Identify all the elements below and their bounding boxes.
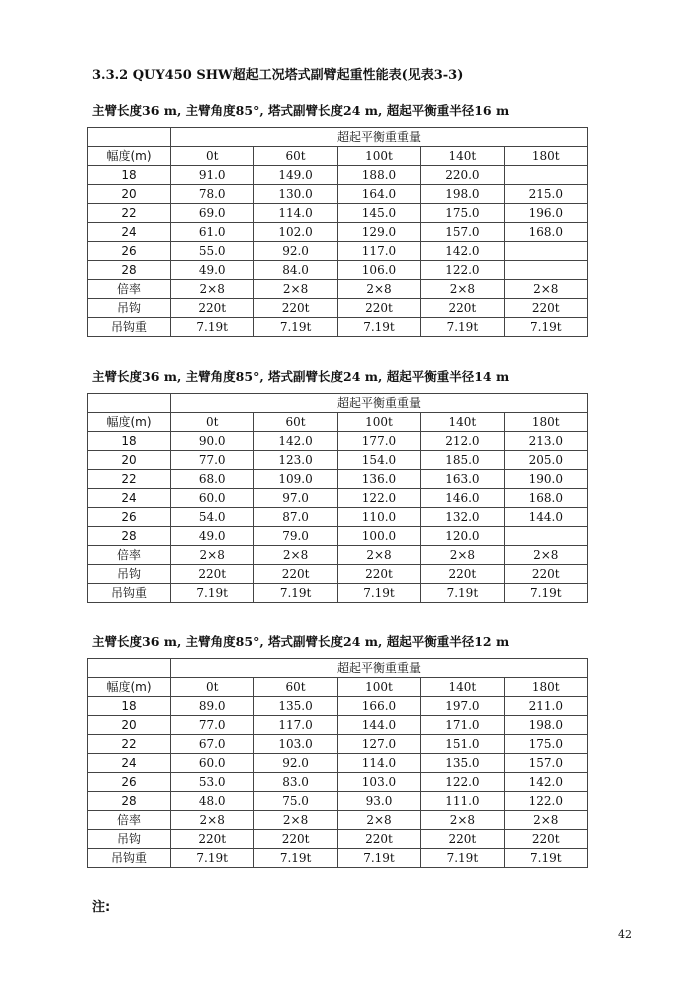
column-header: 180t — [504, 147, 587, 166]
table-cell: 168.0 — [504, 489, 587, 508]
table-cell: 215.0 — [504, 185, 587, 204]
table-cell: 130.0 — [254, 185, 337, 204]
table-row — [88, 489, 588, 508]
table-cell: 110.0 — [337, 508, 420, 527]
table-cell: 97.0 — [254, 489, 337, 508]
table-cell: 220t — [337, 565, 420, 584]
table-cell: 114.0 — [254, 204, 337, 223]
table-caption-2: 主臂长度36 m, 主臂角度85°, 塔式副臂长度24 m, 超起平衡重半径14 m — [92, 369, 510, 384]
row-label: 吊钩重 — [88, 584, 171, 603]
table-cell: 220t — [504, 299, 587, 318]
corner-cell — [88, 394, 171, 413]
row-label: 吊钩重 — [88, 318, 171, 337]
table-cell: 2×8 — [337, 811, 420, 830]
table-row — [88, 280, 588, 299]
table-cell — [504, 166, 587, 185]
table-cell: 7.19t — [171, 849, 254, 868]
table-cell: 7.19t — [254, 584, 337, 603]
table-cell: 2×8 — [171, 280, 254, 299]
table-cell: 175.0 — [421, 204, 504, 223]
table-row — [88, 299, 588, 318]
load-table-1 — [87, 127, 588, 337]
table-row — [88, 432, 588, 451]
table-row — [88, 849, 588, 868]
table-cell: 220t — [254, 565, 337, 584]
table-cell: 2×8 — [254, 811, 337, 830]
table-cell: 7.19t — [171, 318, 254, 337]
column-header: 180t — [504, 413, 587, 432]
row-label: 吊钩 — [88, 565, 171, 584]
table-cell: 122.0 — [421, 773, 504, 792]
group-header: 超起平衡重重量 — [171, 659, 588, 678]
load-table-2 — [87, 393, 588, 603]
table-cell: 197.0 — [421, 697, 504, 716]
table-cell: 220.0 — [421, 166, 504, 185]
table-cell: 2×8 — [504, 811, 587, 830]
table-cell: 2×8 — [421, 280, 504, 299]
table-cell: 79.0 — [254, 527, 337, 546]
table-cell: 157.0 — [504, 754, 587, 773]
row-label: 26 — [88, 773, 171, 792]
table-cell — [504, 242, 587, 261]
row-label: 倍率 — [88, 811, 171, 830]
table-cell: 109.0 — [254, 470, 337, 489]
group-header: 超起平衡重重量 — [171, 128, 588, 147]
row-label: 20 — [88, 716, 171, 735]
table-cell: 135.0 — [254, 697, 337, 716]
table-cell: 220t — [171, 565, 254, 584]
table-cell: 7.19t — [504, 584, 587, 603]
table-cell: 68.0 — [171, 470, 254, 489]
table-cell: 205.0 — [504, 451, 587, 470]
row-label: 吊钩重 — [88, 849, 171, 868]
table-cell: 2×8 — [254, 280, 337, 299]
table-cell: 220t — [171, 830, 254, 849]
table-cell: 77.0 — [171, 451, 254, 470]
table-cell: 122.0 — [504, 792, 587, 811]
table-cell: 103.0 — [254, 735, 337, 754]
table-row — [88, 735, 588, 754]
table-cell: 90.0 — [171, 432, 254, 451]
row-label: 倍率 — [88, 546, 171, 565]
table-cell: 7.19t — [337, 584, 420, 603]
row-label: 26 — [88, 508, 171, 527]
table-cell: 220t — [254, 830, 337, 849]
group-header-row — [88, 128, 588, 147]
load-table-3 — [87, 658, 588, 868]
table-row — [88, 773, 588, 792]
column-header: 0t — [171, 413, 254, 432]
table-cell: 122.0 — [421, 261, 504, 280]
table-cell: 211.0 — [504, 697, 587, 716]
table-cell: 149.0 — [254, 166, 337, 185]
row-label: 倍率 — [88, 280, 171, 299]
table-cell: 84.0 — [254, 261, 337, 280]
table-cell: 93.0 — [337, 792, 420, 811]
table-cell: 220t — [254, 299, 337, 318]
table-cell: 127.0 — [337, 735, 420, 754]
table-cell — [504, 261, 587, 280]
row-label: 22 — [88, 735, 171, 754]
table-row — [88, 565, 588, 584]
table-cell: 142.0 — [504, 773, 587, 792]
note-label: 注: — [92, 900, 111, 915]
row-header: 幅度(m) — [88, 678, 171, 697]
table-cell: 213.0 — [504, 432, 587, 451]
table-cell: 146.0 — [421, 489, 504, 508]
row-label: 18 — [88, 432, 171, 451]
column-header: 60t — [254, 413, 337, 432]
table-cell: 49.0 — [171, 261, 254, 280]
row-label: 28 — [88, 792, 171, 811]
table-cell: 198.0 — [421, 185, 504, 204]
table-cell: 60.0 — [171, 754, 254, 773]
table-row — [88, 223, 588, 242]
row-header: 幅度(m) — [88, 147, 171, 166]
table-cell: 157.0 — [421, 223, 504, 242]
table-row — [88, 185, 588, 204]
row-label: 24 — [88, 754, 171, 773]
table-cell: 198.0 — [504, 716, 587, 735]
table-cell: 7.19t — [337, 318, 420, 337]
table-cell: 7.19t — [504, 849, 587, 868]
table-cell: 196.0 — [504, 204, 587, 223]
table-cell: 83.0 — [254, 773, 337, 792]
table-cell: 7.19t — [421, 849, 504, 868]
table-cell: 92.0 — [254, 242, 337, 261]
group-header-row — [88, 394, 588, 413]
table-cell: 2×8 — [171, 811, 254, 830]
table-cell: 2×8 — [504, 546, 587, 565]
table-cell: 190.0 — [504, 470, 587, 489]
table-cell: 69.0 — [171, 204, 254, 223]
table-cell: 7.19t — [254, 849, 337, 868]
page-number: 42 — [618, 928, 632, 941]
corner-cell — [88, 659, 171, 678]
table-cell: 77.0 — [171, 716, 254, 735]
row-label: 28 — [88, 261, 171, 280]
table-cell: 78.0 — [171, 185, 254, 204]
table-cell: 166.0 — [337, 697, 420, 716]
table-cell: 164.0 — [337, 185, 420, 204]
table-cell: 185.0 — [421, 451, 504, 470]
row-label: 20 — [88, 451, 171, 470]
table-cell: 220t — [421, 830, 504, 849]
table-cell: 135.0 — [421, 754, 504, 773]
table-cell: 89.0 — [171, 697, 254, 716]
table-cell: 220t — [337, 830, 420, 849]
table-cell: 48.0 — [171, 792, 254, 811]
table-cell: 7.19t — [421, 318, 504, 337]
row-label: 吊钩 — [88, 830, 171, 849]
column-header: 100t — [337, 678, 420, 697]
section-title: 3.3.2 QUY450 SHW超起工况塔式副臂起重性能表(见表3-3) — [92, 68, 464, 83]
table-cell: 171.0 — [421, 716, 504, 735]
column-header: 140t — [421, 147, 504, 166]
column-header-row — [88, 678, 588, 697]
table-cell: 132.0 — [421, 508, 504, 527]
table-cell: 114.0 — [337, 754, 420, 773]
table-cell: 55.0 — [171, 242, 254, 261]
table-cell: 117.0 — [254, 716, 337, 735]
table-row — [88, 527, 588, 546]
row-label: 20 — [88, 185, 171, 204]
table-row — [88, 584, 588, 603]
column-header: 100t — [337, 147, 420, 166]
table-cell: 220t — [421, 299, 504, 318]
table-cell: 7.19t — [337, 849, 420, 868]
table-cell: 2×8 — [254, 546, 337, 565]
table-cell: 145.0 — [337, 204, 420, 223]
table-row — [88, 754, 588, 773]
table-cell: 154.0 — [337, 451, 420, 470]
table-row — [88, 508, 588, 527]
table-row — [88, 261, 588, 280]
table-cell: 144.0 — [337, 716, 420, 735]
table-row — [88, 697, 588, 716]
table-cell: 220t — [171, 299, 254, 318]
group-header: 超起平衡重重量 — [171, 394, 588, 413]
table-row — [88, 792, 588, 811]
table-cell: 54.0 — [171, 508, 254, 527]
table-cell: 103.0 — [337, 773, 420, 792]
table-cell: 75.0 — [254, 792, 337, 811]
table-cell — [504, 527, 587, 546]
column-header-row — [88, 413, 588, 432]
table-row — [88, 716, 588, 735]
table-cell: 120.0 — [421, 527, 504, 546]
group-header-row — [88, 659, 588, 678]
table-cell: 122.0 — [337, 489, 420, 508]
table-cell: 142.0 — [254, 432, 337, 451]
table-cell: 129.0 — [337, 223, 420, 242]
table-cell: 220t — [504, 830, 587, 849]
table-cell: 67.0 — [171, 735, 254, 754]
table-cell: 2×8 — [171, 546, 254, 565]
table-cell: 61.0 — [171, 223, 254, 242]
table-caption-3: 主臂长度36 m, 主臂角度85°, 塔式副臂长度24 m, 超起平衡重半径12 m — [92, 634, 510, 649]
table-cell: 7.19t — [504, 318, 587, 337]
table-caption-1: 主臂长度36 m, 主臂角度85°, 塔式副臂长度24 m, 超起平衡重半径16 m — [92, 103, 510, 118]
column-header-row — [88, 147, 588, 166]
row-label: 24 — [88, 223, 171, 242]
row-label: 18 — [88, 697, 171, 716]
column-header: 140t — [421, 678, 504, 697]
table-cell: 7.19t — [421, 584, 504, 603]
table-cell: 111.0 — [421, 792, 504, 811]
row-label: 18 — [88, 166, 171, 185]
corner-cell — [88, 128, 171, 147]
table-cell: 175.0 — [504, 735, 587, 754]
row-label: 22 — [88, 470, 171, 489]
table-cell: 117.0 — [337, 242, 420, 261]
table-row — [88, 318, 588, 337]
table-cell: 92.0 — [254, 754, 337, 773]
table-cell: 142.0 — [421, 242, 504, 261]
table-cell: 2×8 — [337, 280, 420, 299]
table-cell: 168.0 — [504, 223, 587, 242]
row-label: 28 — [88, 527, 171, 546]
table-cell: 53.0 — [171, 773, 254, 792]
table-cell: 102.0 — [254, 223, 337, 242]
table-row — [88, 811, 588, 830]
table-cell: 2×8 — [421, 546, 504, 565]
table-cell: 60.0 — [171, 489, 254, 508]
column-header: 0t — [171, 678, 254, 697]
table-cell: 177.0 — [337, 432, 420, 451]
table-row — [88, 451, 588, 470]
row-label: 22 — [88, 204, 171, 223]
column-header: 180t — [504, 678, 587, 697]
table-cell: 7.19t — [171, 584, 254, 603]
column-header: 60t — [254, 678, 337, 697]
table-row — [88, 470, 588, 489]
table-cell: 2×8 — [337, 546, 420, 565]
row-header: 幅度(m) — [88, 413, 171, 432]
column-header: 60t — [254, 147, 337, 166]
table-row — [88, 204, 588, 223]
table-cell: 100.0 — [337, 527, 420, 546]
table-cell: 220t — [504, 565, 587, 584]
table-row — [88, 242, 588, 261]
table-cell: 106.0 — [337, 261, 420, 280]
table-cell: 2×8 — [421, 811, 504, 830]
table-cell: 2×8 — [504, 280, 587, 299]
table-cell: 49.0 — [171, 527, 254, 546]
row-label: 24 — [88, 489, 171, 508]
column-header: 0t — [171, 147, 254, 166]
table-cell: 123.0 — [254, 451, 337, 470]
table-row — [88, 830, 588, 849]
table-cell: 212.0 — [421, 432, 504, 451]
table-cell: 144.0 — [504, 508, 587, 527]
table-cell: 151.0 — [421, 735, 504, 754]
table-cell: 87.0 — [254, 508, 337, 527]
table-cell: 136.0 — [337, 470, 420, 489]
table-row — [88, 166, 588, 185]
table-row — [88, 546, 588, 565]
row-label: 吊钩 — [88, 299, 171, 318]
row-label: 26 — [88, 242, 171, 261]
column-header: 140t — [421, 413, 504, 432]
table-cell: 220t — [337, 299, 420, 318]
table-cell: 163.0 — [421, 470, 504, 489]
table-cell: 188.0 — [337, 166, 420, 185]
table-cell: 220t — [421, 565, 504, 584]
table-cell: 7.19t — [254, 318, 337, 337]
column-header: 100t — [337, 413, 420, 432]
table-cell: 91.0 — [171, 166, 254, 185]
